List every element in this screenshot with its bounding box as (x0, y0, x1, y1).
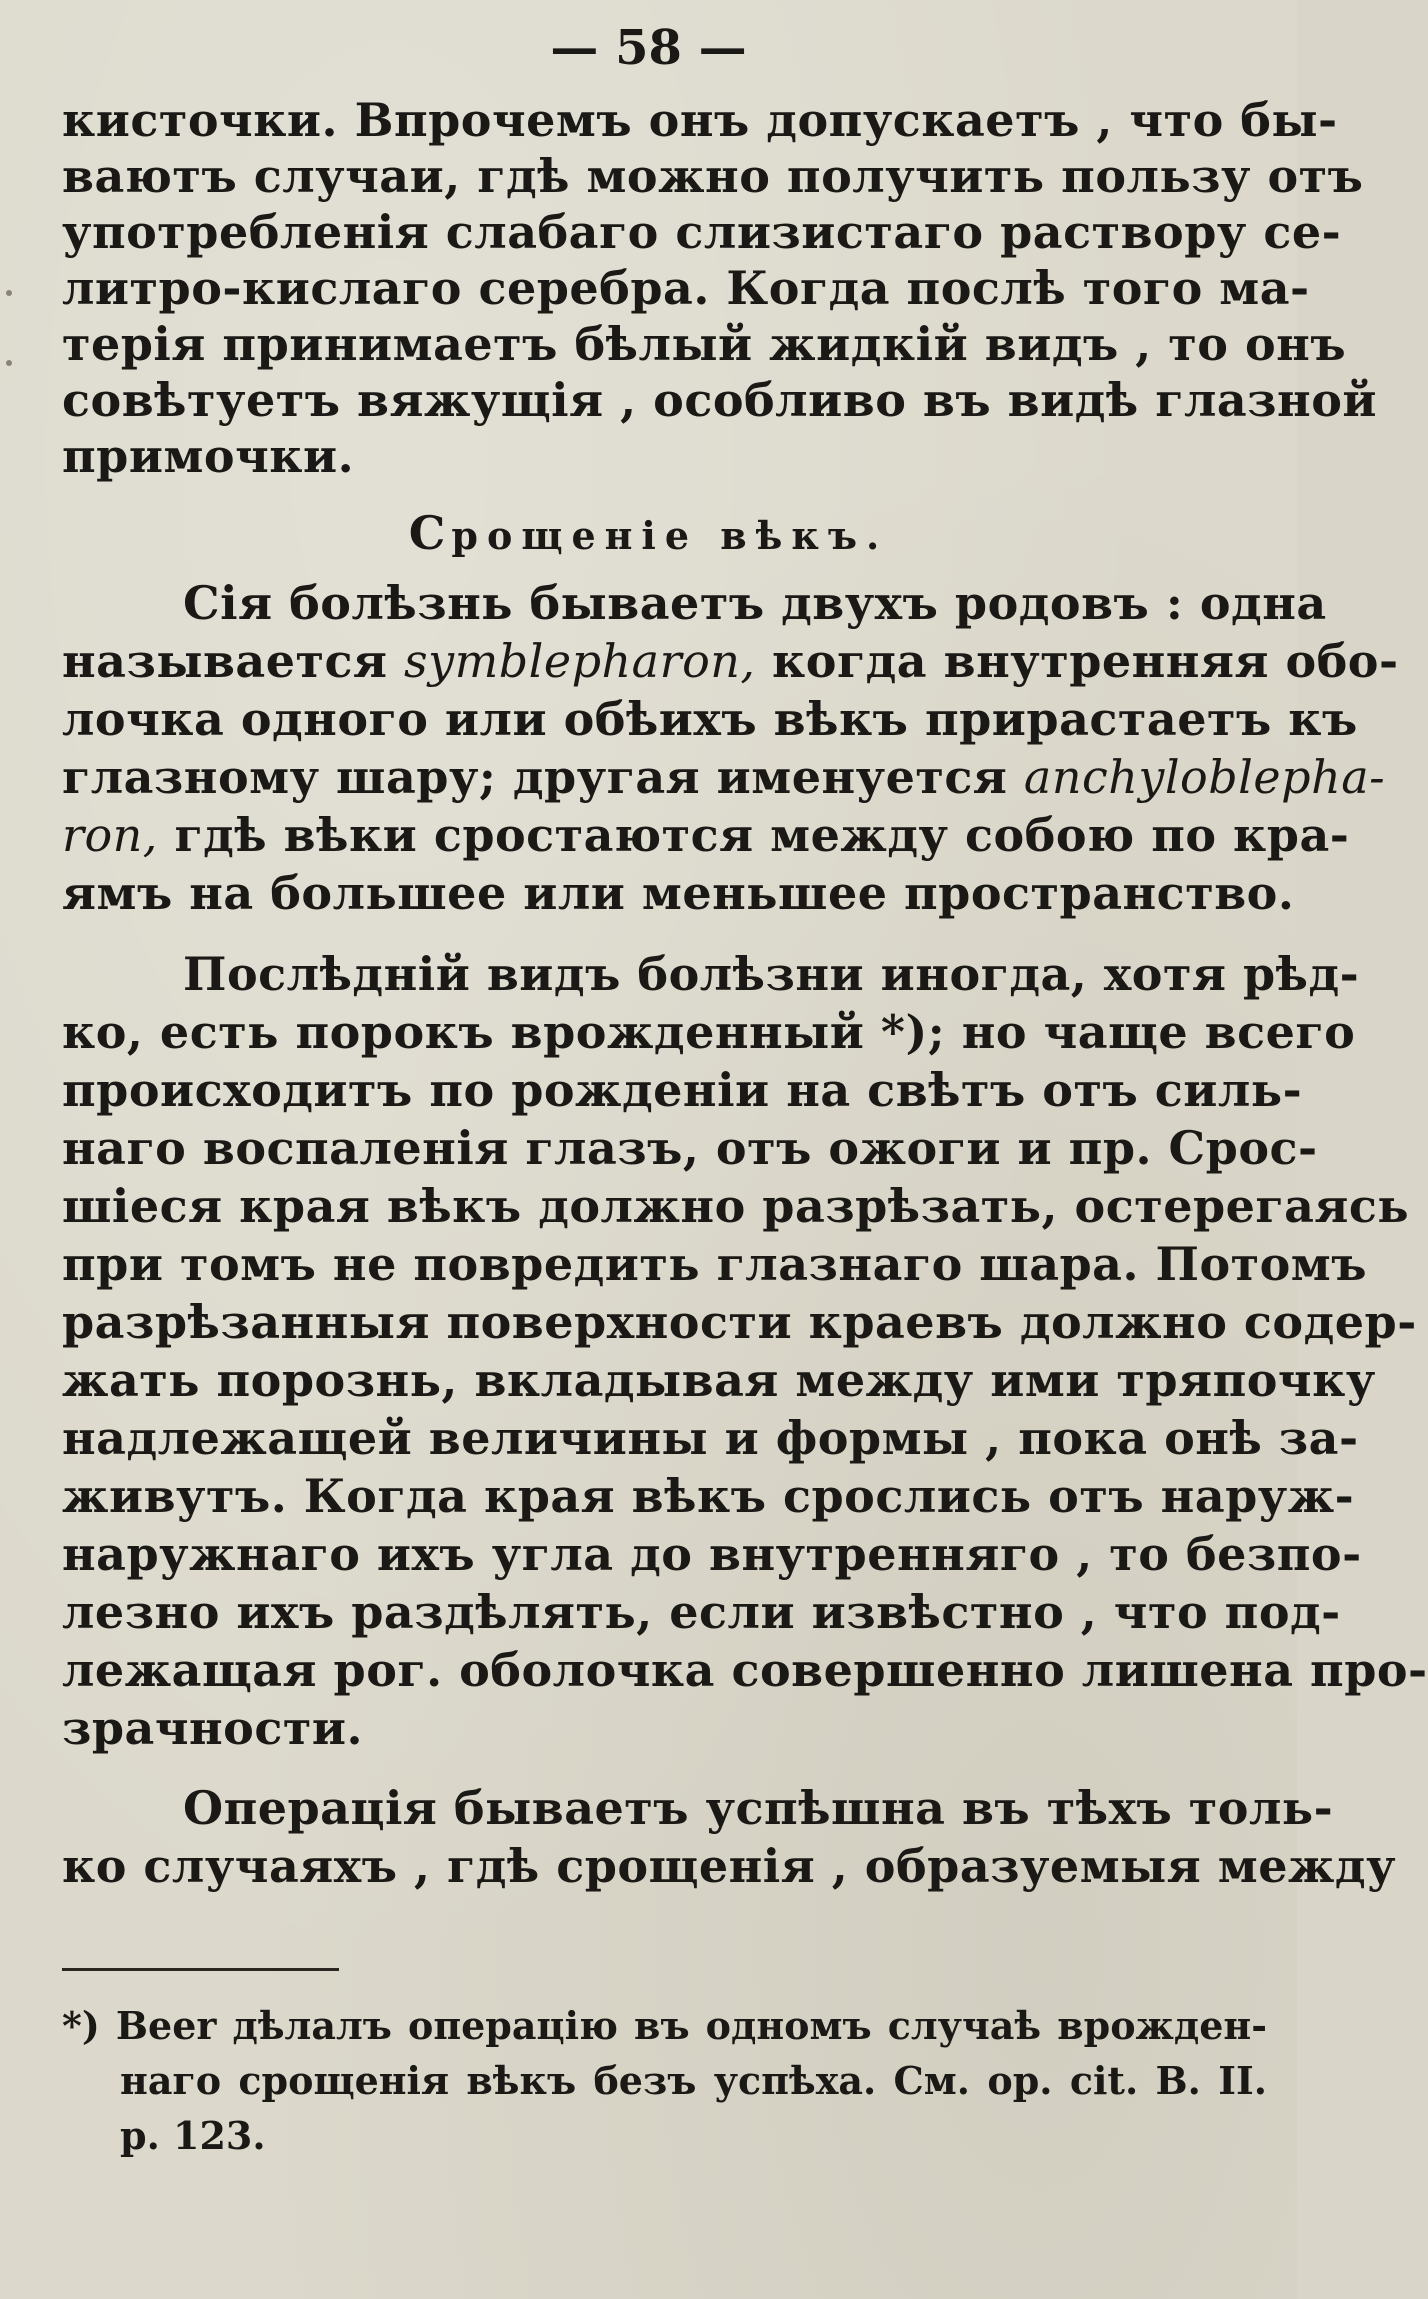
heading-rest: рощеніе вѣкъ. (451, 513, 889, 558)
text-line: зрачности. (62, 1701, 363, 1755)
footnote-rule (62, 1968, 339, 1971)
text-line: глазному шару; другая именуется anchyloblepha- (62, 750, 1386, 804)
text-line: Послѣдній видъ болѣзни иногда, хотя рѣд- (183, 947, 1360, 1001)
text-line: употребленія слабаго слизистаго раствору се- (62, 205, 1342, 259)
footnote-line: *) Beer дѣлалъ операцію въ одномъ случаѣ врожден- (62, 2003, 1267, 2048)
latin-term: anchyloblepha- (1023, 750, 1386, 804)
section-heading (0, 505, 1297, 564)
text-line: ron, гдѣ вѣки сростаются между собою по кра- (62, 808, 1350, 862)
text-line: совѣтуетъ вяжущія , особливо въ видѣ глазной (62, 373, 1378, 427)
footnote-line: наго срощенія вѣкъ безъ успѣха. См. op. cit. B. II. (120, 2058, 1267, 2103)
margin-speck (6, 290, 12, 296)
text-line: кисточки. Впрочемъ онъ допускаетъ , что бы- (62, 93, 1338, 147)
text-line: наго воспаленія глазъ, отъ ожоги и пр. Срос- (62, 1121, 1318, 1175)
text-line: примочки. (62, 429, 355, 483)
latin-term: symblepharon, (404, 634, 756, 688)
text-line: Сія болѣзнь бываетъ двухъ родовъ : одна (183, 576, 1327, 630)
text-line: шіеся края вѣкъ должно разрѣзать, остерегаясь (62, 1179, 1410, 1233)
text-line: жать порознь, вкладывая между ими тряпочку (62, 1353, 1376, 1407)
text-line: живутъ. Когда края вѣкъ срослись отъ наруж- (62, 1469, 1355, 1523)
page-number: — 58 — (550, 20, 747, 76)
text-line: ваютъ случаи, гдѣ можно получить пользу отъ (62, 149, 1364, 203)
footnote-line: p. 123. (120, 2113, 266, 2158)
text-line: лочка одного или обѣихъ вѣкъ прирастаетъ къ (62, 692, 1358, 746)
text-line: называется symblepharon, когда внутренняя обо- (62, 634, 1399, 688)
latin-term: ron, (62, 808, 158, 862)
text-line: ямъ на большее или меньшее пространство. (62, 866, 1295, 920)
heading-initial: С (408, 506, 452, 560)
text-line: терія принимаетъ бѣлый жидкій видъ , то онъ (62, 317, 1347, 371)
text-line: ко случаяхъ , гдѣ срощенія , образуемыя между (62, 1839, 1397, 1893)
text-line: при томъ не повредить глазнаго шара. Потомъ (62, 1237, 1368, 1291)
text-line: лежащая рог. оболочка совершенно лишена про- (62, 1643, 1428, 1697)
text-line: наружнаго ихъ угла до внутренняго , то безпо- (62, 1527, 1362, 1581)
text-line: происходитъ по рожденіи на свѣтъ отъ силь- (62, 1063, 1303, 1117)
text-line: разрѣзанныя поверхности краевъ должно содер- (62, 1295, 1417, 1349)
text-line: надлежащей величины и формы , пока онѣ за- (62, 1411, 1359, 1465)
text-line: Операція бываетъ успѣшна въ тѣхъ толь- (183, 1781, 1334, 1835)
text-line: литро-кислаго серебра. Когда послѣ того ма- (62, 261, 1310, 315)
text-line: ко, есть порокъ врожденный *); но чаще всего (62, 1005, 1356, 1059)
margin-speck (6, 360, 12, 366)
text-line: лезно ихъ раздѣлять, если извѣстно , что под- (62, 1585, 1341, 1639)
